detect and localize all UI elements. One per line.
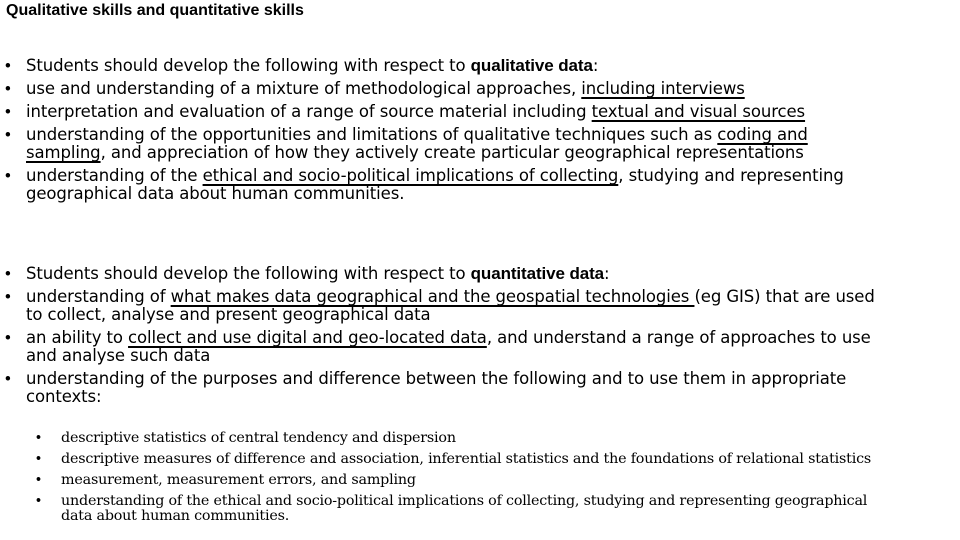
item-text: an ability to [26, 328, 129, 347]
list-item [0, 370, 946, 406]
sub-list-item: • descriptive statistics of central tendency and dispersion [36, 430, 871, 447]
quantitative-list [0, 265, 946, 411]
underlined-text: textual and visual sources [591, 102, 806, 121]
item-continuation [26, 144, 946, 162]
qualitative-intro [0, 57, 946, 75]
list-item [0, 329, 946, 365]
item-text: understanding of the opportunities and limitations of qualitative techniques such as [26, 125, 718, 144]
item-text: understanding of the [26, 166, 203, 185]
item-text: use and understanding of a mixture of methodological approaches, [26, 79, 582, 98]
underlined-text: sampling [26, 143, 101, 162]
item-text: understanding of [26, 287, 171, 306]
item-text: understanding of the purposes and difference between the following and to use them in appropriate [26, 369, 847, 388]
list-item [0, 80, 946, 98]
underlined-text: ethical and socio-political implications of collecting [202, 166, 619, 185]
item-continuation: geographical data about human communities. [26, 184, 405, 203]
intro-text: Students should develop the following with respect to [26, 264, 471, 283]
list-item [0, 167, 946, 203]
intro-colon: : [592, 56, 599, 75]
sub-list-item [36, 493, 871, 525]
underlined-text: collect and use digital and geo-located data [128, 328, 487, 347]
item-continuation: and analyse such data [26, 346, 211, 365]
underlined-text: coding and [717, 125, 808, 144]
sub-item-text: understanding of the ethical and socio-political implications of collecting, studying and representing geographical [61, 493, 868, 509]
list-item [0, 288, 946, 324]
item-text: , studying and representing [618, 166, 844, 185]
list-item [0, 103, 946, 121]
sub-list-item: • descriptive measures of difference and association, inferential statistics and the foundations of relational statistics [36, 451, 871, 468]
underlined-text: including interviews [581, 79, 745, 98]
sub-item-continuation: data about human communities. [61, 508, 290, 524]
underlined-text: what makes data geographical and the geospatial technologies [170, 287, 695, 306]
quantitative-data-term: quantitative data [470, 264, 605, 283]
sub-list [36, 430, 871, 529]
item-text: interpretation and evaluation of a range of source material including [26, 102, 592, 121]
item-text: (eg GIS) that are used [694, 287, 875, 306]
qualitative-data-term: qualitative data [470, 56, 593, 75]
intro-text: Students should develop the following with respect to [26, 56, 471, 75]
item-text: , and appreciation of how they actively create particular geographical representations [100, 143, 804, 162]
intro-colon: : [604, 264, 610, 283]
sub-list-item: • measurement, measurement errors, and sampling [36, 472, 871, 489]
item-continuation: to collect, analyse and present geographical data [26, 305, 431, 324]
item-continuation: contexts: [26, 387, 102, 406]
qualitative-list [0, 57, 946, 208]
quantitative-intro [0, 265, 946, 283]
list-item [0, 126, 946, 162]
item-text: , and understand a range of approaches to use [486, 328, 871, 347]
page-title: Qualitative skills and quantitative skills [6, 2, 304, 19]
